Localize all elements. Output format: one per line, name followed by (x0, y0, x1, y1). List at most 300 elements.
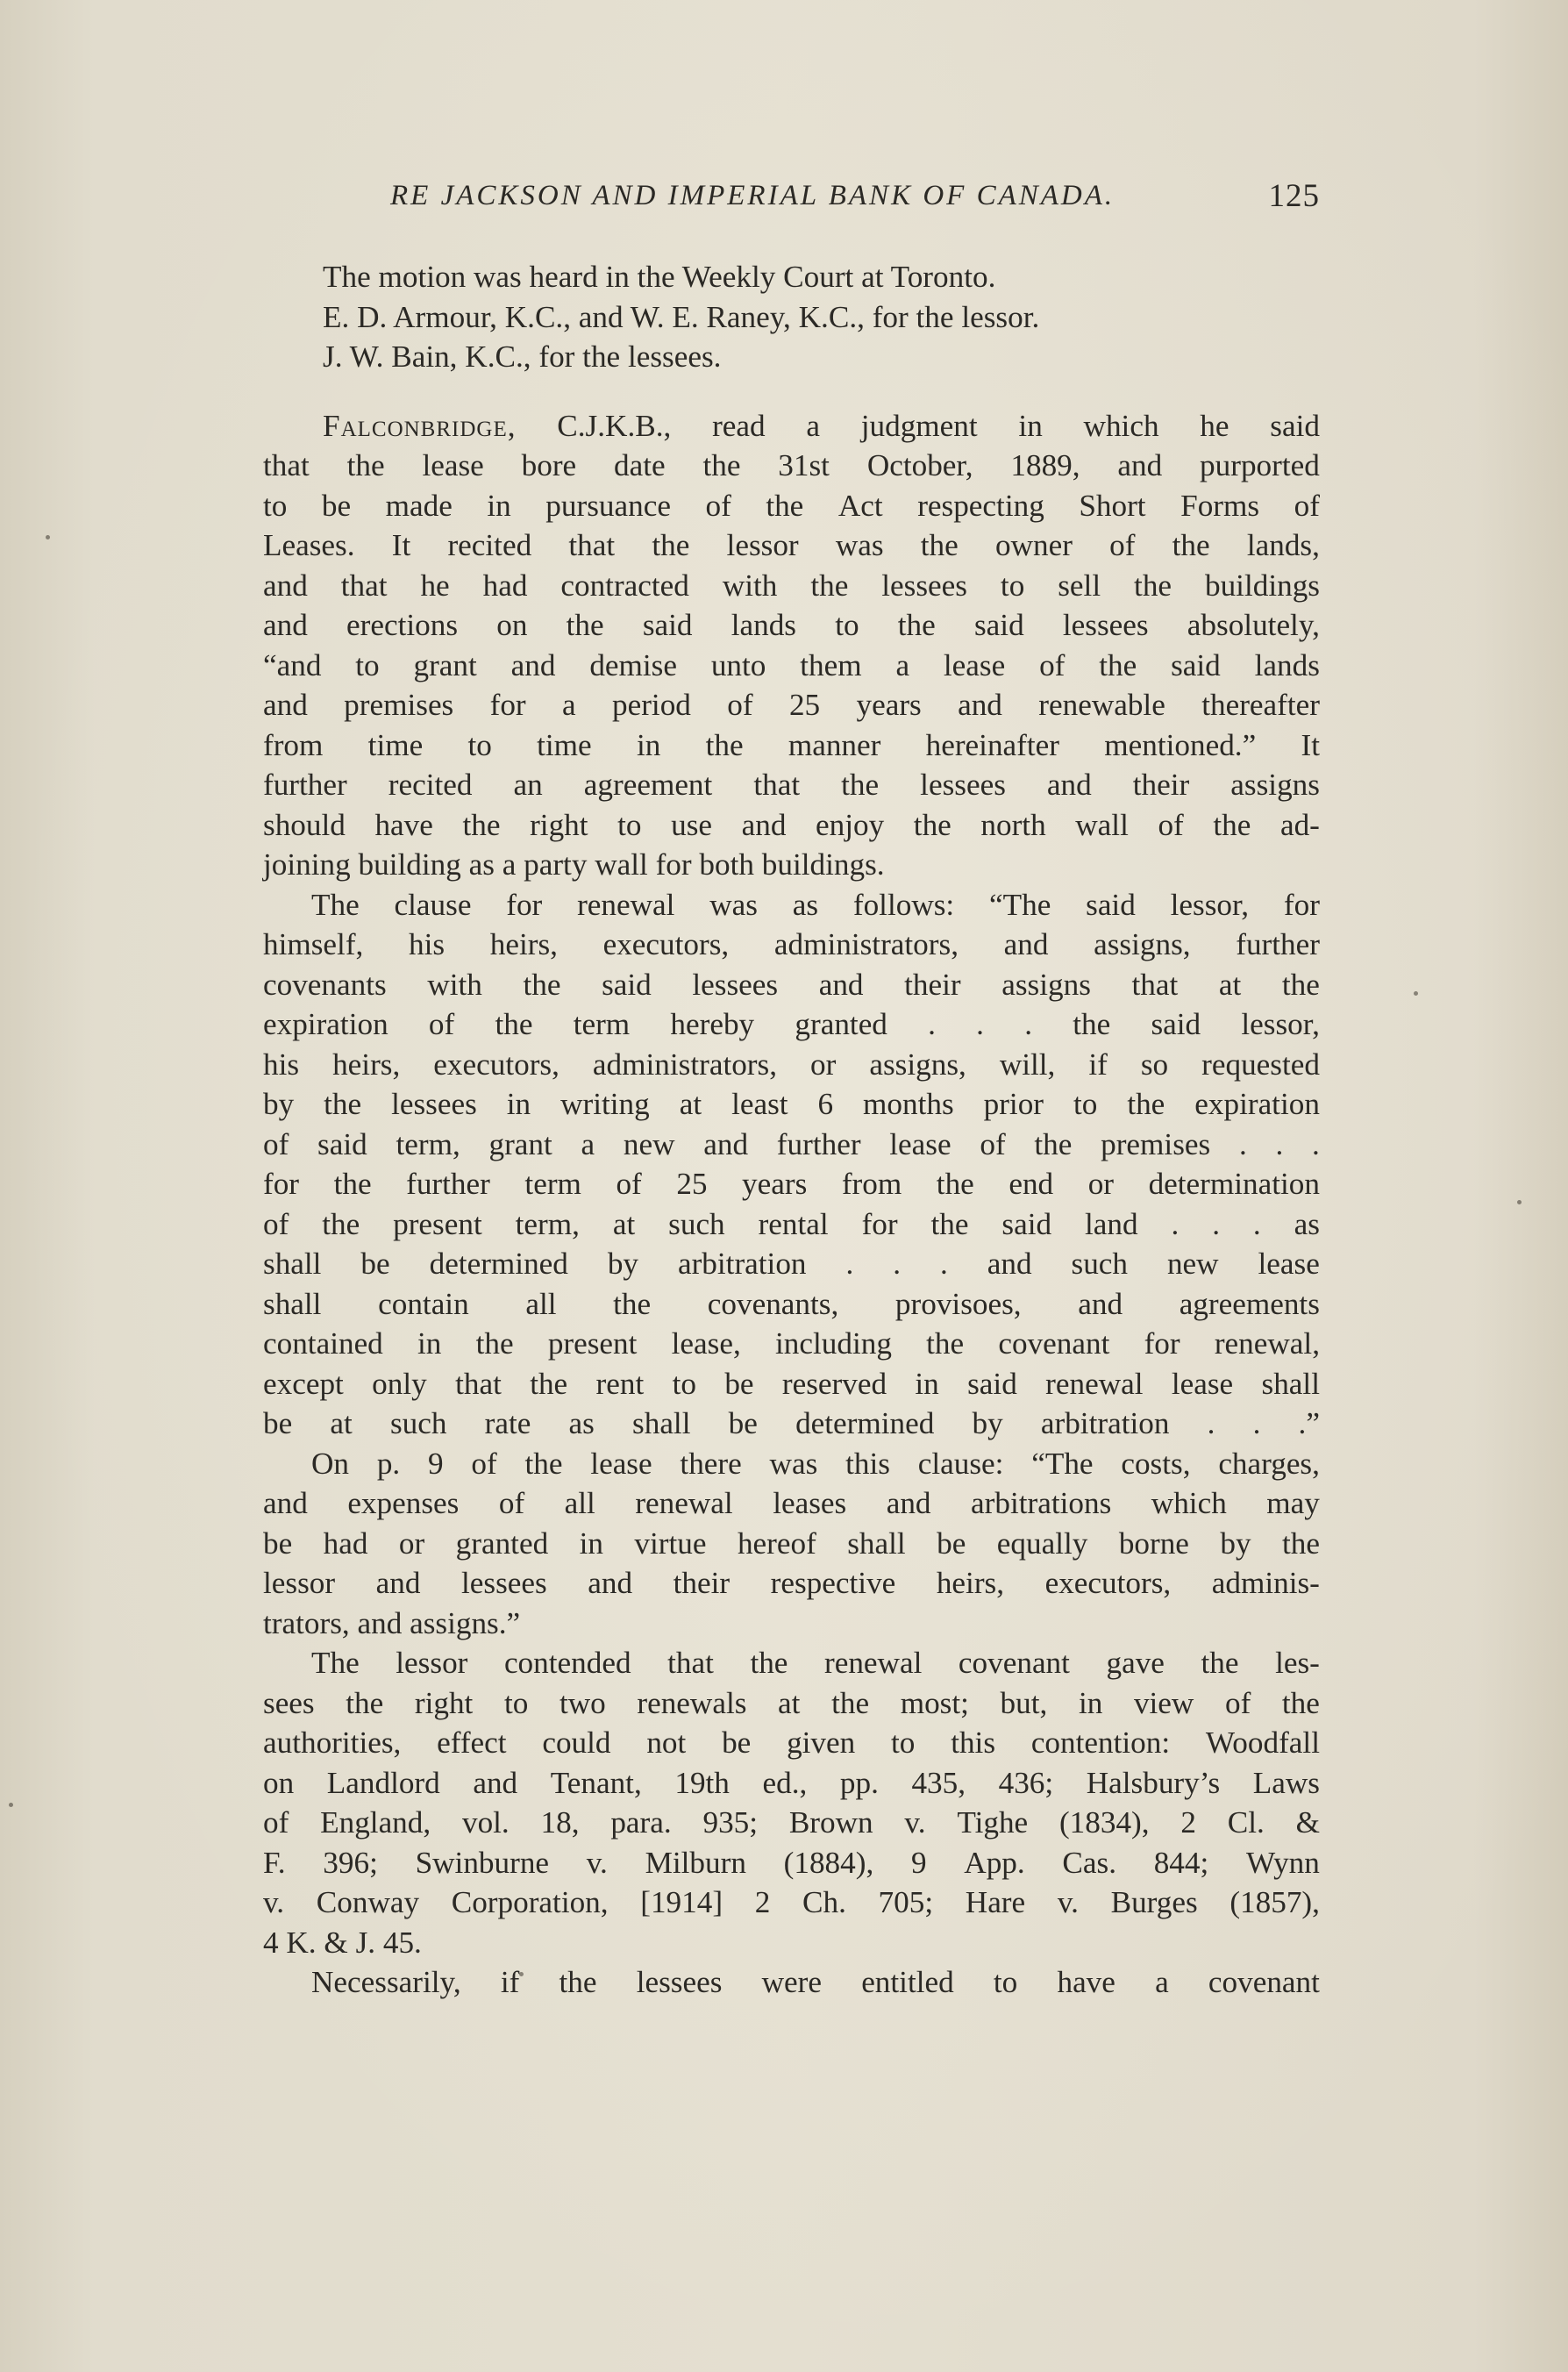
word: . (1238, 1126, 1247, 1161)
running-head (263, 180, 1320, 215)
word: to (1000, 568, 1025, 603)
word: Landlord (326, 1765, 440, 1800)
word: granted (455, 1525, 549, 1561)
word: p. (376, 1446, 401, 1481)
word: determined (429, 1247, 568, 1281)
word: Leases. (263, 528, 355, 562)
word: 6 (817, 1087, 834, 1121)
word: for (506, 887, 543, 922)
word: lands (1254, 647, 1320, 682)
word: England, (320, 1805, 431, 1840)
text-line (263, 1563, 1320, 1604)
word: except (263, 1366, 344, 1401)
word: v. (586, 1845, 608, 1880)
text-line (263, 1803, 1320, 1843)
word: time (367, 727, 424, 762)
speck (1517, 1200, 1522, 1204)
word: the (936, 1167, 974, 1201)
word: further (776, 1126, 861, 1161)
word: be (263, 1406, 293, 1440)
word: made (385, 488, 453, 523)
word: said (1270, 408, 1320, 443)
text-line (263, 337, 1320, 377)
word: . (893, 1247, 902, 1281)
word: right (530, 807, 588, 842)
word: costs, (1121, 1446, 1191, 1481)
word: the (705, 727, 744, 762)
word: may (1266, 1486, 1320, 1520)
word: the (333, 1167, 372, 1201)
text-line (263, 1045, 1320, 1085)
word: in (579, 1525, 603, 1561)
word: to (503, 1685, 529, 1720)
word: all (564, 1486, 595, 1520)
word: (1834), (1058, 1805, 1150, 1840)
text-line (263, 1244, 1320, 1284)
word: contended (503, 1646, 631, 1680)
word: the (831, 1685, 870, 1720)
word: of (705, 488, 731, 523)
word: v. (1057, 1885, 1079, 1919)
word: present (547, 1326, 638, 1361)
word: in (1078, 1685, 1103, 1720)
word: he (420, 568, 450, 603)
word: 2 (1180, 1805, 1196, 1840)
word: said (317, 1126, 367, 1161)
word: to (467, 727, 492, 762)
word: the (702, 448, 741, 482)
word: in (1018, 408, 1043, 443)
word: that (568, 528, 616, 562)
word: judgment (860, 408, 978, 443)
word: end (1009, 1167, 1054, 1201)
word: term, (396, 1126, 460, 1161)
word: recited (388, 768, 473, 802)
word: the (1282, 1525, 1320, 1561)
word: read (712, 408, 766, 443)
word: & (1295, 1805, 1320, 1840)
word: renewals (637, 1685, 747, 1720)
text-line (263, 1483, 1320, 1524)
word: most; (900, 1685, 969, 1720)
text-line (263, 1164, 1320, 1204)
word: 396; (323, 1845, 378, 1880)
word: heirs, (332, 1047, 401, 1082)
word: reserved (781, 1366, 887, 1401)
running-title: RE JACKSON AND IMPERIAL BANK OF CANADA. (390, 180, 1115, 211)
word: les- (1275, 1646, 1320, 1680)
word: date (614, 448, 666, 482)
word: 436; (998, 1765, 1054, 1800)
word: a (895, 647, 910, 682)
word: 844; (1153, 1845, 1209, 1880)
word: It (391, 528, 411, 562)
word: present (393, 1206, 482, 1241)
word: sees (263, 1685, 315, 1720)
word: . (1252, 1406, 1261, 1440)
word: new (623, 1126, 675, 1161)
text-line (263, 1524, 1320, 1564)
word: (1884), (783, 1845, 874, 1880)
word: leases (773, 1486, 847, 1520)
word: lease (1171, 1366, 1234, 1401)
word: premises (344, 688, 454, 722)
word: administrators, (773, 927, 959, 961)
word: . (1171, 1206, 1180, 1241)
word: manner (788, 727, 881, 762)
word: at (330, 1406, 353, 1440)
word: arbitration (677, 1247, 807, 1281)
speck (519, 1972, 524, 1976)
word: executors, (602, 927, 730, 961)
word: Tenant, (550, 1765, 642, 1800)
word: contracted (560, 568, 689, 603)
line-text: 4 K. & J. 45. (263, 1925, 422, 1960)
word: lessor, (1241, 1007, 1320, 1041)
word: the (841, 768, 880, 802)
word: Swinburne (415, 1845, 550, 1880)
word: the (1213, 807, 1251, 842)
word: a (1155, 1965, 1169, 1999)
word: the (495, 1007, 533, 1041)
word: agreement (583, 768, 713, 802)
line-text: J. W. Bain, K.C., for the lessees. (323, 339, 722, 374)
word: and (263, 1486, 308, 1520)
word: be (263, 1525, 293, 1561)
word: lands (731, 608, 796, 642)
word: the (926, 1326, 965, 1361)
word: the (1134, 568, 1172, 603)
word: the (559, 1965, 597, 1999)
word: Burges (1110, 1885, 1198, 1919)
text-line (263, 1125, 1320, 1165)
word: were (761, 1965, 822, 1999)
word: and (703, 1126, 749, 1161)
word: or (398, 1525, 425, 1561)
word: at (612, 1206, 636, 1241)
word: Necessarily, (311, 1965, 461, 1999)
word: equally (996, 1525, 1088, 1561)
word: said (973, 608, 1024, 642)
word: and (958, 688, 1002, 722)
word: entitled (861, 1965, 954, 1999)
text-line (263, 446, 1320, 486)
word: to (891, 1725, 916, 1760)
word: lessor (396, 1646, 468, 1680)
word: rental (758, 1206, 829, 1241)
word: their (673, 1566, 731, 1600)
word: new (1166, 1247, 1219, 1281)
word: 9 (428, 1446, 444, 1481)
word: was (835, 528, 884, 562)
word: 18, (540, 1805, 580, 1840)
page-number: 125 (1268, 178, 1320, 214)
word: . (1212, 1206, 1221, 1241)
word: by (263, 1087, 295, 1121)
word: 25 (676, 1167, 708, 1201)
word: On (311, 1446, 350, 1481)
word: adminis- (1211, 1566, 1320, 1600)
word: shall (263, 1286, 322, 1321)
word: renewal, (1214, 1326, 1320, 1361)
text-line (263, 1923, 1320, 1963)
word: the (523, 967, 561, 1002)
word: the (920, 528, 959, 562)
word: from (841, 1167, 902, 1201)
word: covenants (263, 967, 387, 1002)
word: the (1073, 1007, 1111, 1041)
word: It (1301, 727, 1320, 762)
word: his (263, 1047, 300, 1082)
word: the (346, 1685, 384, 1720)
word: App. (964, 1845, 1025, 1880)
word: and (886, 1486, 931, 1520)
word: sell (1058, 568, 1101, 603)
word: in (417, 1326, 442, 1361)
text-line (263, 406, 1320, 447)
word: para. (610, 1805, 672, 1840)
word: effect (437, 1725, 507, 1760)
word: in (506, 1087, 531, 1121)
word: 25 (788, 688, 821, 722)
word: unto (710, 647, 766, 682)
word: to (355, 647, 380, 682)
word: or (810, 1047, 837, 1082)
line-text: joining building as a party wall for both buildings. (263, 847, 885, 882)
word: . (976, 1007, 984, 1041)
word (323, 406, 517, 447)
word: in (915, 1366, 939, 1401)
word: renewable (1038, 688, 1165, 722)
word: term (524, 1167, 581, 1201)
word: be (724, 1366, 754, 1401)
word: on (263, 1765, 295, 1800)
word: grant (413, 647, 477, 682)
word: heirs, (936, 1566, 1005, 1600)
word: the (346, 448, 385, 482)
word: 2 (754, 1885, 771, 1919)
word: the (913, 807, 951, 842)
word: of (263, 1126, 289, 1161)
text-line (263, 765, 1320, 805)
word: provisoes, (894, 1286, 1022, 1321)
word: [1914] (640, 1885, 723, 1919)
text-line (263, 1604, 1320, 1644)
word: lease, (671, 1326, 741, 1361)
word: the (810, 568, 849, 603)
word: owner (994, 528, 1073, 562)
word: the (475, 1326, 514, 1361)
word: expenses (347, 1486, 460, 1520)
word: 935; (702, 1805, 759, 1840)
word: lessor, (1170, 887, 1250, 922)
word: covenant (998, 1326, 1110, 1361)
word: be (937, 1525, 966, 1561)
word: north (980, 807, 1046, 842)
word: clause (394, 887, 472, 922)
word: or (1087, 1167, 1115, 1201)
word: by (1220, 1525, 1251, 1561)
word: arbitration (1040, 1406, 1170, 1440)
word: Brown (788, 1805, 873, 1840)
word: the (566, 608, 604, 642)
word: he (1200, 408, 1229, 443)
word: the (524, 1446, 563, 1481)
word: ad- (1279, 807, 1320, 842)
word: and (1078, 1286, 1123, 1321)
word: granted (795, 1007, 887, 1041)
word: a (806, 408, 820, 443)
word: in (636, 727, 661, 762)
text-line (263, 1204, 1320, 1245)
line-text: The motion was heard in the Weekly Court at Toronto. (323, 260, 996, 294)
word: the (766, 488, 804, 523)
text-line (263, 885, 1320, 925)
word: Woodfall (1205, 1725, 1320, 1760)
word: so (1140, 1047, 1169, 1082)
word: lease (943, 647, 1006, 682)
text-line (263, 566, 1320, 606)
word: lessees (1062, 608, 1149, 642)
text-line (263, 805, 1320, 846)
word: prior (983, 1087, 1044, 1121)
word: if (500, 1965, 520, 1999)
word: had (323, 1525, 368, 1561)
word: the (1201, 1646, 1239, 1680)
word: grant (488, 1126, 552, 1161)
word: 9 (910, 1845, 927, 1880)
speck (1414, 991, 1418, 996)
word: v. (904, 1805, 926, 1840)
text-line (263, 1843, 1320, 1883)
word: Cas. (1062, 1845, 1116, 1880)
text-line (263, 1404, 1320, 1444)
word: and (1046, 768, 1092, 802)
word: and (1117, 448, 1163, 482)
text-line (263, 925, 1320, 965)
line-text: E. D. Armour, K.C., and W. E. Raney, K.C., for the lessor. (323, 299, 1040, 334)
word: Wynn (1245, 1845, 1320, 1880)
word: . (928, 1007, 936, 1041)
word: assigns (1001, 967, 1091, 1002)
word: further (406, 1167, 490, 1201)
word: be (728, 1406, 758, 1440)
word: hereof (737, 1525, 816, 1561)
word: on (496, 608, 528, 642)
word: at (679, 1087, 702, 1121)
word: “The (1031, 1446, 1094, 1481)
word: “The (989, 887, 1051, 922)
word: that (1131, 967, 1179, 1002)
word: that (263, 448, 310, 482)
word: could (542, 1725, 611, 1760)
word: the (322, 1206, 360, 1241)
word: term (573, 1007, 631, 1041)
word: respecting (917, 488, 1044, 523)
word: follows: (852, 887, 955, 922)
word: shall (263, 1247, 322, 1281)
word: premises (1101, 1126, 1211, 1161)
word: . (1312, 1126, 1320, 1161)
text-line (263, 525, 1320, 566)
judge-name: Falconbridge, (323, 408, 517, 443)
word: given (787, 1725, 856, 1760)
word: as (568, 1406, 595, 1440)
word: not (646, 1725, 687, 1760)
word: Act (837, 488, 883, 523)
word: 31st (778, 448, 830, 482)
word: of (471, 1446, 497, 1481)
text-line (263, 1004, 1320, 1045)
word: be (321, 488, 352, 523)
word: that (340, 568, 388, 603)
word: Milburn (645, 1845, 746, 1880)
word: ed., (762, 1765, 808, 1800)
word: C.J.K.B., (557, 408, 672, 443)
word: rent (595, 1366, 645, 1401)
word: . (1252, 1206, 1261, 1241)
word: lands, (1246, 528, 1320, 562)
word: lessees (692, 967, 779, 1002)
text-line (263, 1962, 1320, 2003)
word: . (1207, 1406, 1215, 1440)
word: and (263, 688, 308, 722)
word: the (930, 1206, 969, 1241)
word: that (667, 1646, 714, 1680)
word: of (428, 1007, 455, 1041)
word: charges, (1218, 1446, 1320, 1481)
speck (9, 1803, 13, 1807)
word: renewal (635, 1486, 733, 1520)
word: for (1283, 887, 1320, 922)
word: The (311, 1646, 360, 1680)
word: had (482, 568, 528, 603)
word: to (263, 488, 288, 523)
word: clause: (917, 1446, 1004, 1481)
word: and (1003, 927, 1049, 961)
word: renewal (1045, 1366, 1144, 1401)
word: requested (1201, 1047, 1320, 1082)
word: the (324, 1087, 362, 1121)
word: a (562, 688, 576, 722)
word: and (375, 1566, 421, 1600)
word: the (1034, 1126, 1073, 1161)
word: such (668, 1206, 725, 1241)
word: as (1294, 1206, 1320, 1241)
word: there (680, 1446, 742, 1481)
word: . (939, 1247, 948, 1281)
word: with (427, 967, 482, 1002)
word: . (845, 1247, 854, 1281)
word: which (1083, 408, 1159, 443)
word: (1857), (1229, 1885, 1320, 1919)
word: hereinafter (925, 727, 1059, 762)
word: the (652, 528, 690, 562)
word: covenant (1208, 1965, 1320, 1999)
word: 435, (911, 1765, 966, 1800)
text-line (263, 1763, 1320, 1804)
word: The (311, 887, 360, 922)
word: said (1001, 1206, 1052, 1241)
word: wall (1075, 807, 1129, 842)
word: to (1073, 1087, 1098, 1121)
line-text: trators, and assigns.” (263, 1605, 521, 1640)
word: their (1132, 768, 1190, 802)
word: lease (1258, 1247, 1320, 1281)
word: at (778, 1685, 801, 1720)
word: use (671, 807, 713, 842)
text-line (263, 1683, 1320, 1724)
